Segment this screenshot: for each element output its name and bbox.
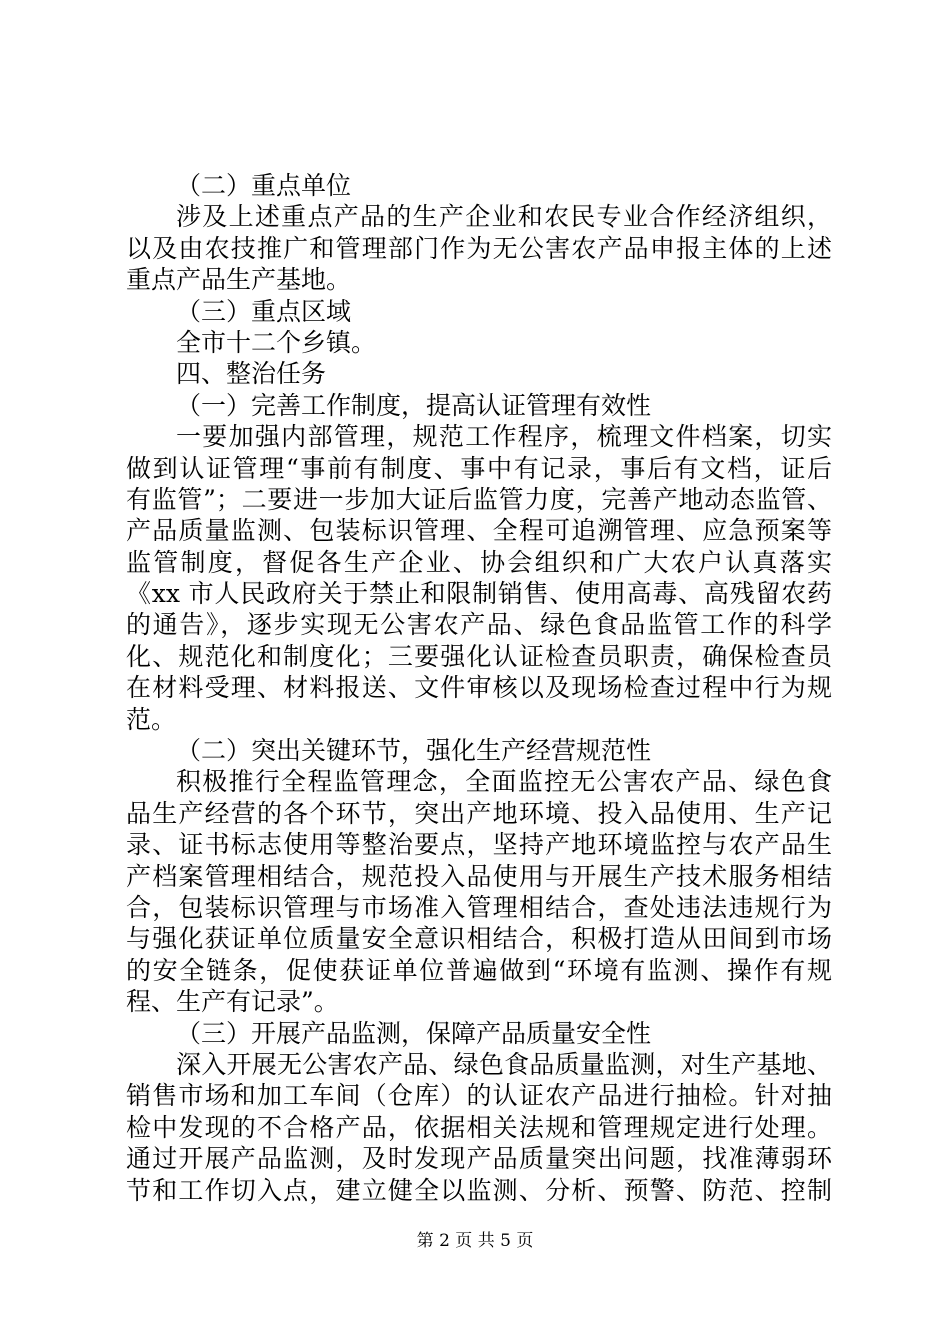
text-line: 全市十二个乡镇。 (176, 327, 377, 357)
text-line: 节和工作切入点，建立健全以监测、分析、预警、防范、控制 (126, 1175, 832, 1205)
text-line: 深入开展无公害农产品、绿色食品质量监测，对生产基地、 (176, 1049, 832, 1079)
text-line: 合，包装标识管理与市场准入管理相结合，查处违法违规行为 (126, 892, 832, 922)
text-line: （三）开展产品监测，保障产品质量安全性 (176, 1018, 652, 1048)
text-line: 销售市场和加工车间（仓库）的认证农产品进行抽检。针对抽 (126, 1081, 832, 1111)
text-line: （三）重点区域 (176, 296, 352, 326)
text-line: （一）完善工作制度，提高认证管理有效性 (176, 390, 652, 420)
text-line: 积极推行全程监管理念，全面监控无公害农产品、绿色食 (176, 767, 832, 797)
page-footer: 第 2 页 共 5 页 (416, 1231, 534, 1251)
text-line: 做到认证管理“事前有制度、事中有记录，事后有文档，证后 (126, 453, 832, 483)
text-line: 的通告》，逐步实现无公害农产品、绿色食品监管工作的科学 (126, 610, 832, 640)
text-line: 的安全链条，促使获证单位普遍做到“环境有监测、操作有规 (126, 955, 832, 985)
text-line: （二）突出关键环节，强化生产经营规范性 (176, 736, 652, 766)
document-body (126, 170, 832, 1206)
text-line: 与强化获证单位质量安全意识相结合，积极打造从田间到市场 (126, 924, 832, 954)
text-line: 四、整治任务 (176, 359, 327, 389)
text-line: 《xx 市人民政府关于禁止和限制销售、使用高毒、高残留农药 (126, 579, 832, 609)
text-line: 范。 (126, 704, 177, 734)
text-line: （二）重点单位 (176, 171, 352, 200)
text-line: 在材料受理、材料报送、文件审核以及现场检查过程中行为规 (126, 673, 832, 703)
text-line: 以及由农技推广和管理部门作为无公害农产品申报主体的上述 (126, 233, 832, 263)
text-line: 有监管”；二要进一步加大证后监管力度，完善产地动态监管、 (126, 484, 832, 514)
text-line: 产品质量监测、包装标识管理、全程可追溯管理、应急预案等 (126, 516, 832, 546)
text-line: 程、生产有记录”。 (126, 987, 339, 1017)
text-line: 录、证书标志使用等整治要点，坚持产地环境监控与农产品生 (126, 830, 832, 860)
text-line: 通过开展产品监测，及时发现产品质量突出问题，找准薄弱环 (126, 1144, 832, 1174)
text-line: 一要加强内部管理，规范工作程序，梳理文件档案，切实 (176, 422, 832, 452)
text-line: 涉及上述重点产品的生产企业和农民专业合作经济组织， (176, 202, 832, 232)
text-line: 监管制度，督促各生产企业、协会组织和广大农户认真落实 (126, 547, 832, 577)
text-line: 产档案管理相结合，规范投入品使用与开展生产技术服务相结 (126, 861, 832, 891)
text-line: 化、规范化和制度化；三要强化认证检查员职责，确保检查员 (126, 641, 832, 671)
text-line: 重点产品生产基地。 (126, 265, 352, 295)
text-line: 品生产经营的各个环节，突出产地环境、投入品使用、生产记 (126, 798, 832, 828)
text-line: 检中发现的不合格产品，依据相关法规和管理规定进行处理。 (126, 1112, 832, 1142)
